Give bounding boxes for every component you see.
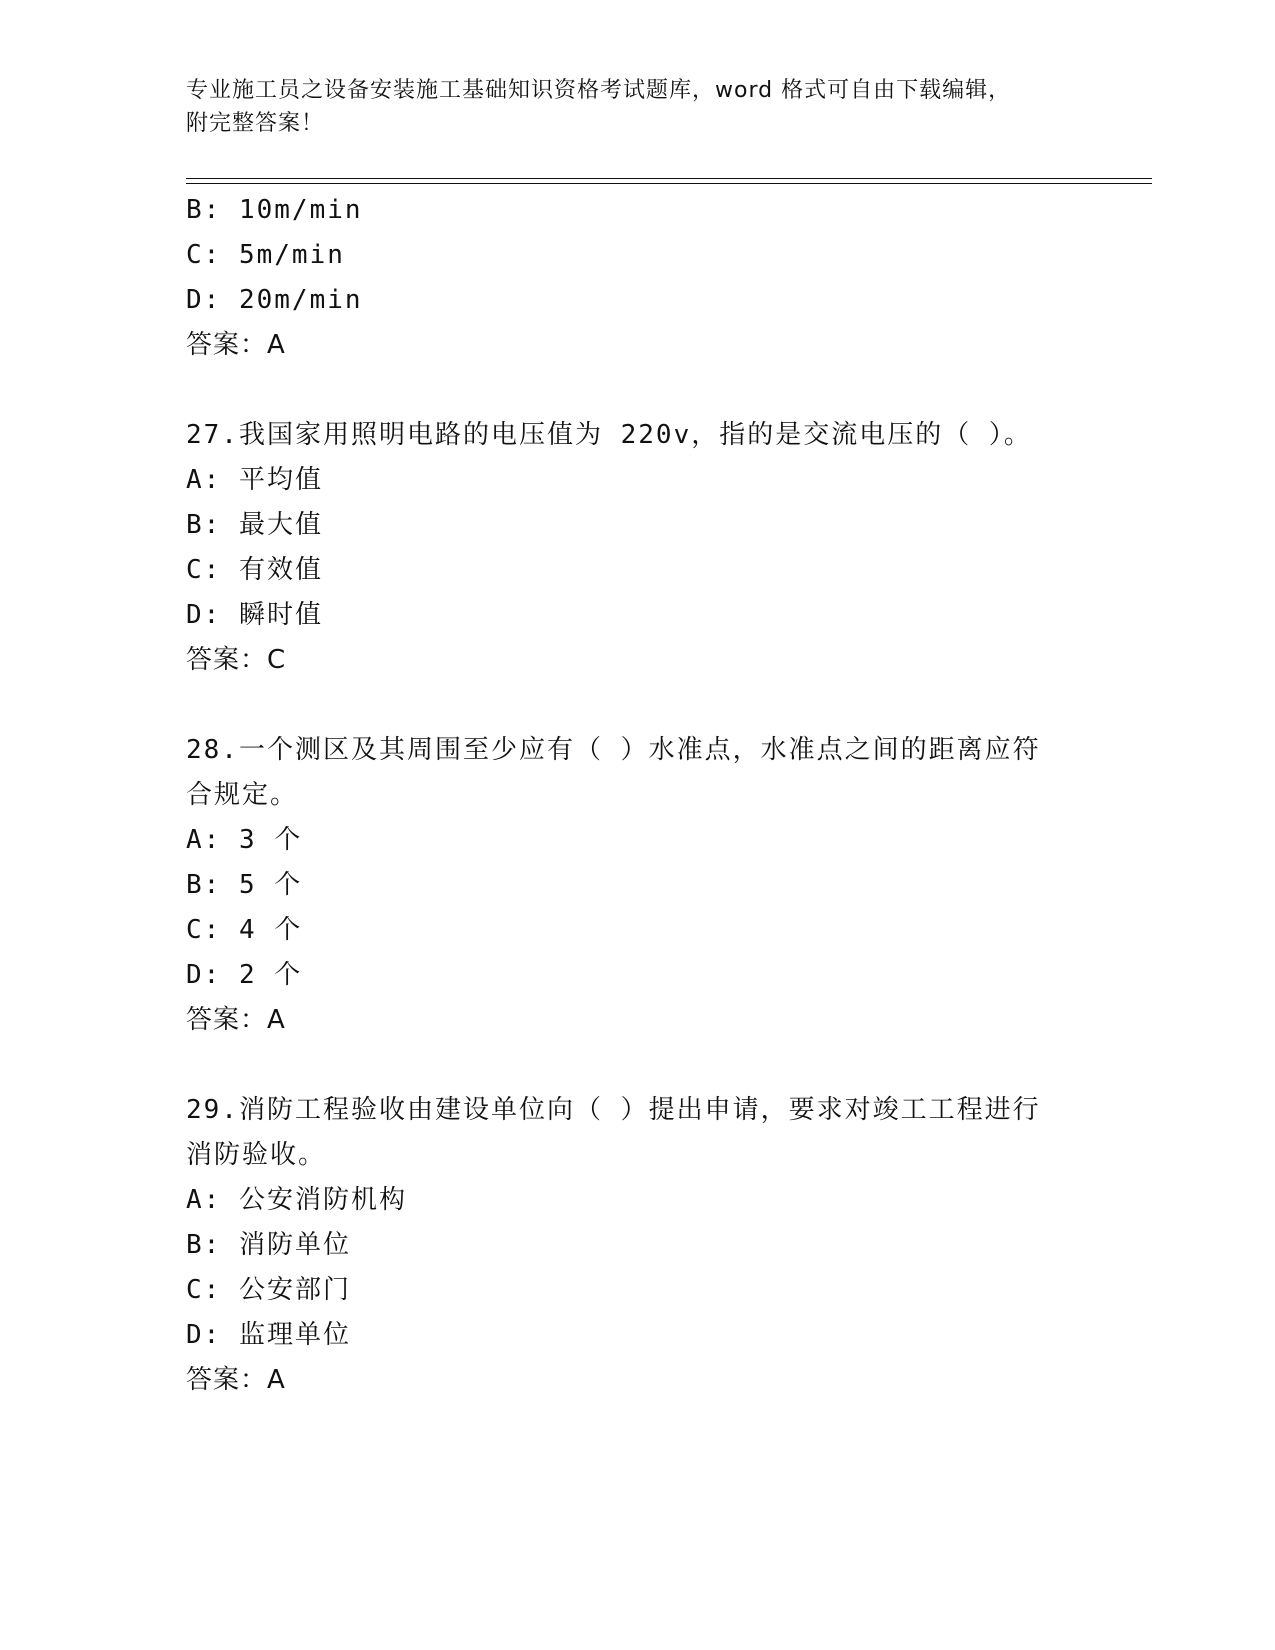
document-header <box>186 74 1086 140</box>
q27-answer: 答案：C <box>186 645 287 675</box>
q29-option-c: C: 公安部门 <box>186 1275 351 1305</box>
q29-option-b: B: 消防单位 <box>186 1230 351 1260</box>
q29-option-d: D: 监理单位 <box>186 1320 351 1350</box>
q27-option-a: A: 平均值 <box>186 465 323 495</box>
q28-option-c: C: 4 个 <box>186 915 303 945</box>
q26-option-c: C: 5m/min <box>186 240 345 270</box>
q28-option-d: D: 2 个 <box>186 960 303 990</box>
q29-option-a: A: 公安消防机构 <box>186 1185 407 1215</box>
q28-option-a: A: 3 个 <box>186 825 303 855</box>
header-divider-bottom <box>186 183 1152 184</box>
q26-answer: 答案：A <box>186 330 286 360</box>
q27-stem: 27.我国家用照明电路的电压值为 220v，指的是交流电压的（ ）。 <box>186 420 1032 450</box>
q26-option-b: B: 10m/min <box>186 195 363 225</box>
q29-answer: 答案：A <box>186 1365 286 1395</box>
q28-stem-line-2: 合规定。 <box>186 780 299 810</box>
q29-stem-line-2: 消防验收。 <box>186 1140 327 1170</box>
q28-option-b: B: 5 个 <box>186 870 303 900</box>
q29-stem-line-1: 29.消防工程验收由建设单位向（ ）提出申请，要求对竣工工程进行 <box>186 1095 1041 1125</box>
q27-option-d: D: 瞬时值 <box>186 600 323 630</box>
q27-option-c: C: 有效值 <box>186 555 323 585</box>
header-line-1: 专业施工员之设备安装施工基础知识资格考试题库，word 格式可自由下载编辑， <box>186 78 1012 103</box>
q28-answer: 答案：A <box>186 1005 286 1035</box>
header-line-2: 附完整答案！ <box>186 111 325 136</box>
q26-option-d: D: 20m/min <box>186 285 363 315</box>
header-divider-top <box>186 178 1152 179</box>
q27-option-b: B: 最大值 <box>186 510 323 540</box>
q28-stem-line-1: 28.一个测区及其周围至少应有（ ）水准点，水准点之间的距离应符 <box>186 735 1041 765</box>
